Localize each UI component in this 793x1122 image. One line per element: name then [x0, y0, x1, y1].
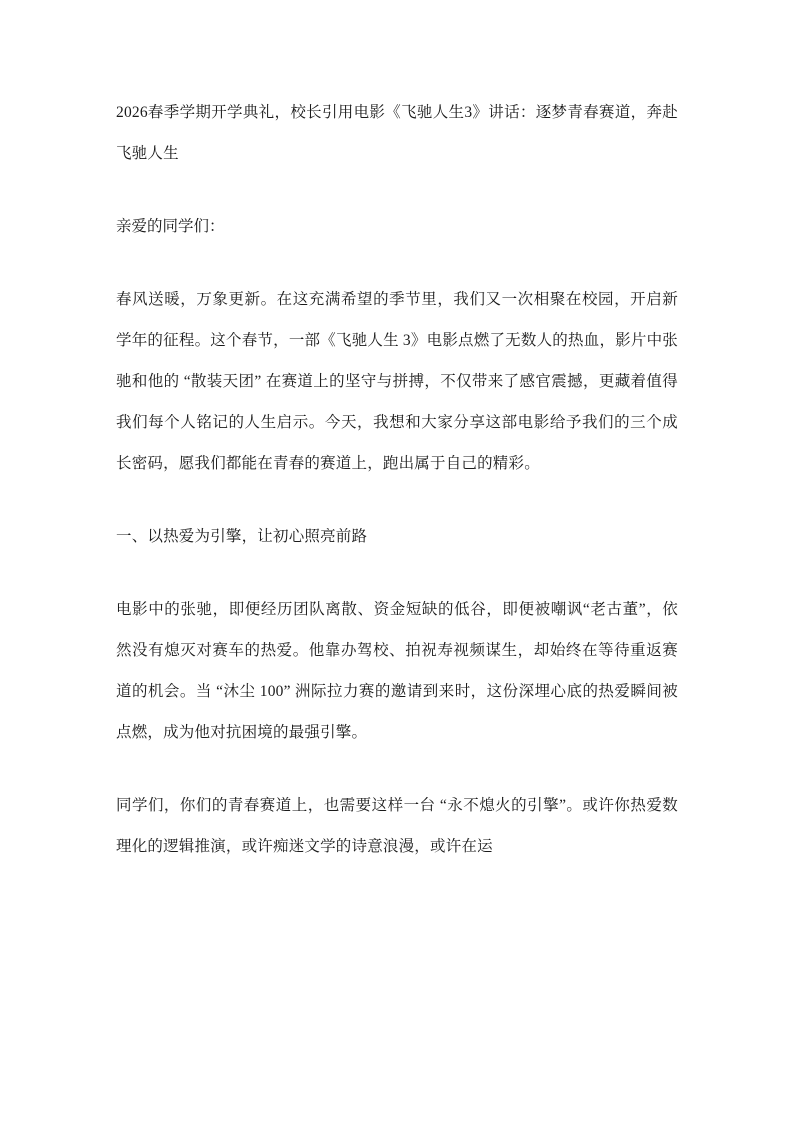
- section-one-paragraph-spacer: [116, 753, 678, 785]
- intro-paragraph: 春风送暖，万象更新。在这充满希望的季节里，我们又一次相聚在校园，开启新学年的征程。这个春节，一部《飞驰人生 3》电影点燃了无数人的热血，影片中张驰和他的 “散装天团” 在赛道上的坚守与拼搏，不仅带来了感官震撼，更藏着值得我们每个人铭记的人生启示。今天，我想和大家分享这部电影给予我们的三个成长密码，愿我们都能在青春的赛道上，跑出属于自己的精彩。: [116, 291, 678, 472]
- section-one-paragraph-2: 同学们，你们的青春赛道上，也需要这样一台 “永不熄火的引擎”。或许你热爱数理化的逻辑推演，或许痴迷文学的诗意浪漫，或许在运: [116, 797, 678, 855]
- document-body: [116, 92, 678, 867]
- page-title: 2026春季学期开学典礼，校长引用电影《飞驰人生3》讲话：逐梦青春赛道，奔赴飞驰人生: [116, 104, 678, 162]
- section-one-heading-spacer: [116, 557, 678, 589]
- intro-spacer: [116, 484, 678, 516]
- title-spacer: [116, 174, 678, 206]
- section-one-heading: 一、以热爱为引擎，让初心照亮前路: [116, 528, 368, 545]
- salutation: 亲爱的同学们：: [116, 218, 225, 235]
- section-one-paragraph-1: 电影中的张驰，即便经历团队离散、资金短缺的低谷，即便被嘲讽“老古董”，依然没有熄灭对赛车的热爱。他靠办驾校、拍祝寿视频谋生，却始终在等待重返赛道的机会。当 “沐尘 100” 洲际拉力赛的邀请到来时，这份深埋心底的热爱瞬间被点燃，成为他对抗困境的最强引擎。: [116, 601, 678, 741]
- salutation-spacer: [116, 247, 678, 279]
